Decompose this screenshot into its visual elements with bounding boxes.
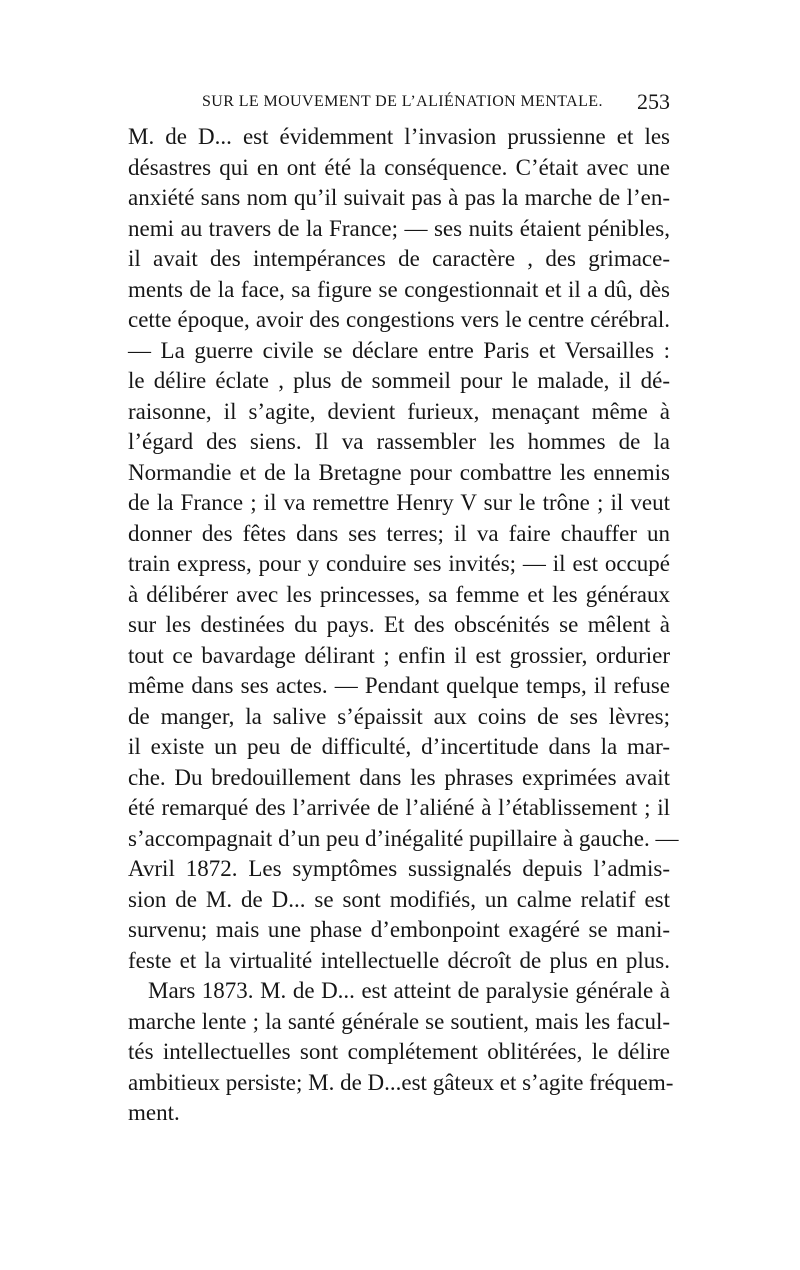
text-line: raisonne, il s’agite, devient furieux, menaçant même à bbox=[128, 398, 670, 424]
text-line: feste et la virtualité intellectuelle décroît de plus en plus. bbox=[128, 947, 670, 973]
running-title: SUR LE MOUVEMENT DE L’ALIÉNATION MENTALE. bbox=[202, 93, 603, 110]
text-line: anxiété sans nom qu’il suivait pas à pas la marche de l’en- bbox=[128, 185, 670, 210]
text-line: donner des fêtes dans ses terres; il va faire chauffer un bbox=[128, 520, 670, 546]
text-line: l’égard des siens. Il va rassembler les hommes de la bbox=[128, 429, 670, 454]
text-line: de manger, la salive s’épaissit aux coins de ses lèvres; bbox=[128, 703, 670, 729]
text-line: M. de D... est évidemment l’invasion prussienne et les bbox=[128, 124, 670, 149]
text-line: survenu; mais une phase d’embonpoint exagéré se mani- bbox=[128, 917, 670, 942]
text-line: de la France ; il va remettre Henry V sur le trône ; il veut bbox=[128, 490, 670, 515]
text-line: même dans ses actes. — Pendant quelque temps, il refuse bbox=[128, 673, 670, 698]
text-line: Mars 1873. M. de D... est atteint de paralysie générale à bbox=[148, 978, 670, 1003]
text-line: ambitieux persiste; M. de D...est gâteux et s’agite fréquem- bbox=[128, 1069, 674, 1095]
text-line: sion de M. de D... se sont modifiés, un calme relatif est bbox=[128, 886, 670, 912]
text-line: marche lente ; la santé générale se soutient, mais les facul- bbox=[128, 1008, 670, 1034]
text-line: ment. bbox=[128, 1100, 180, 1125]
text-line: il existe un peu de difficulté, d’incertitude dans la mar- bbox=[128, 734, 670, 759]
text-line: — La guerre civile se déclare entre Paris et Versailles : bbox=[128, 337, 670, 363]
text-line: Avril 1872. Les symptômes sussignalés depuis l’admis- bbox=[128, 856, 670, 881]
text-line: le délire éclate , plus de sommeil pour le malade, il dé- bbox=[128, 368, 670, 393]
text-line: s’accompagnait d’un peu d’inégalité pupillaire à gauche. — bbox=[128, 825, 679, 851]
text-line: che. Du bredouillement dans les phrases exprimées avait bbox=[128, 764, 670, 790]
text-line: ments de la face, sa figure se congestionnait et il a dû, dès bbox=[128, 276, 670, 302]
text-line: à délibérer avec les princesses, sa femme et les généraux bbox=[128, 581, 670, 607]
page-number: 253 bbox=[637, 89, 670, 114]
text-line: Normandie et de la Bretagne pour combattre les ennemis bbox=[128, 459, 670, 485]
body-text bbox=[128, 122, 679, 1129]
text-line: il avait des intempérances de caractère , des grimace- bbox=[128, 246, 670, 271]
text-line: train express, pour y conduire ses invités; — il est occupé bbox=[128, 551, 670, 576]
text-line: nemi au travers de la France; — ses nuits étaient pénibles, bbox=[128, 215, 670, 241]
text-line: cette époque, avoir des congestions vers le centre cérébral. bbox=[128, 307, 670, 332]
text-line: sur les destinées du pays. Et des obscénités se mêlent à bbox=[128, 612, 670, 637]
running-head bbox=[128, 91, 670, 121]
text-line: été remarqué des l’arrivée de l’aliéné à l’établissement ; il bbox=[128, 795, 670, 820]
text-line: tés intellectuelles sont complétement oblitérées, le délire bbox=[128, 1039, 670, 1064]
text-line: désastres qui en ont été la conséquence. C’était avec une bbox=[128, 154, 670, 180]
text-line: tout ce bavardage délirant ; enfin il est grossier, ordurier bbox=[128, 642, 670, 668]
